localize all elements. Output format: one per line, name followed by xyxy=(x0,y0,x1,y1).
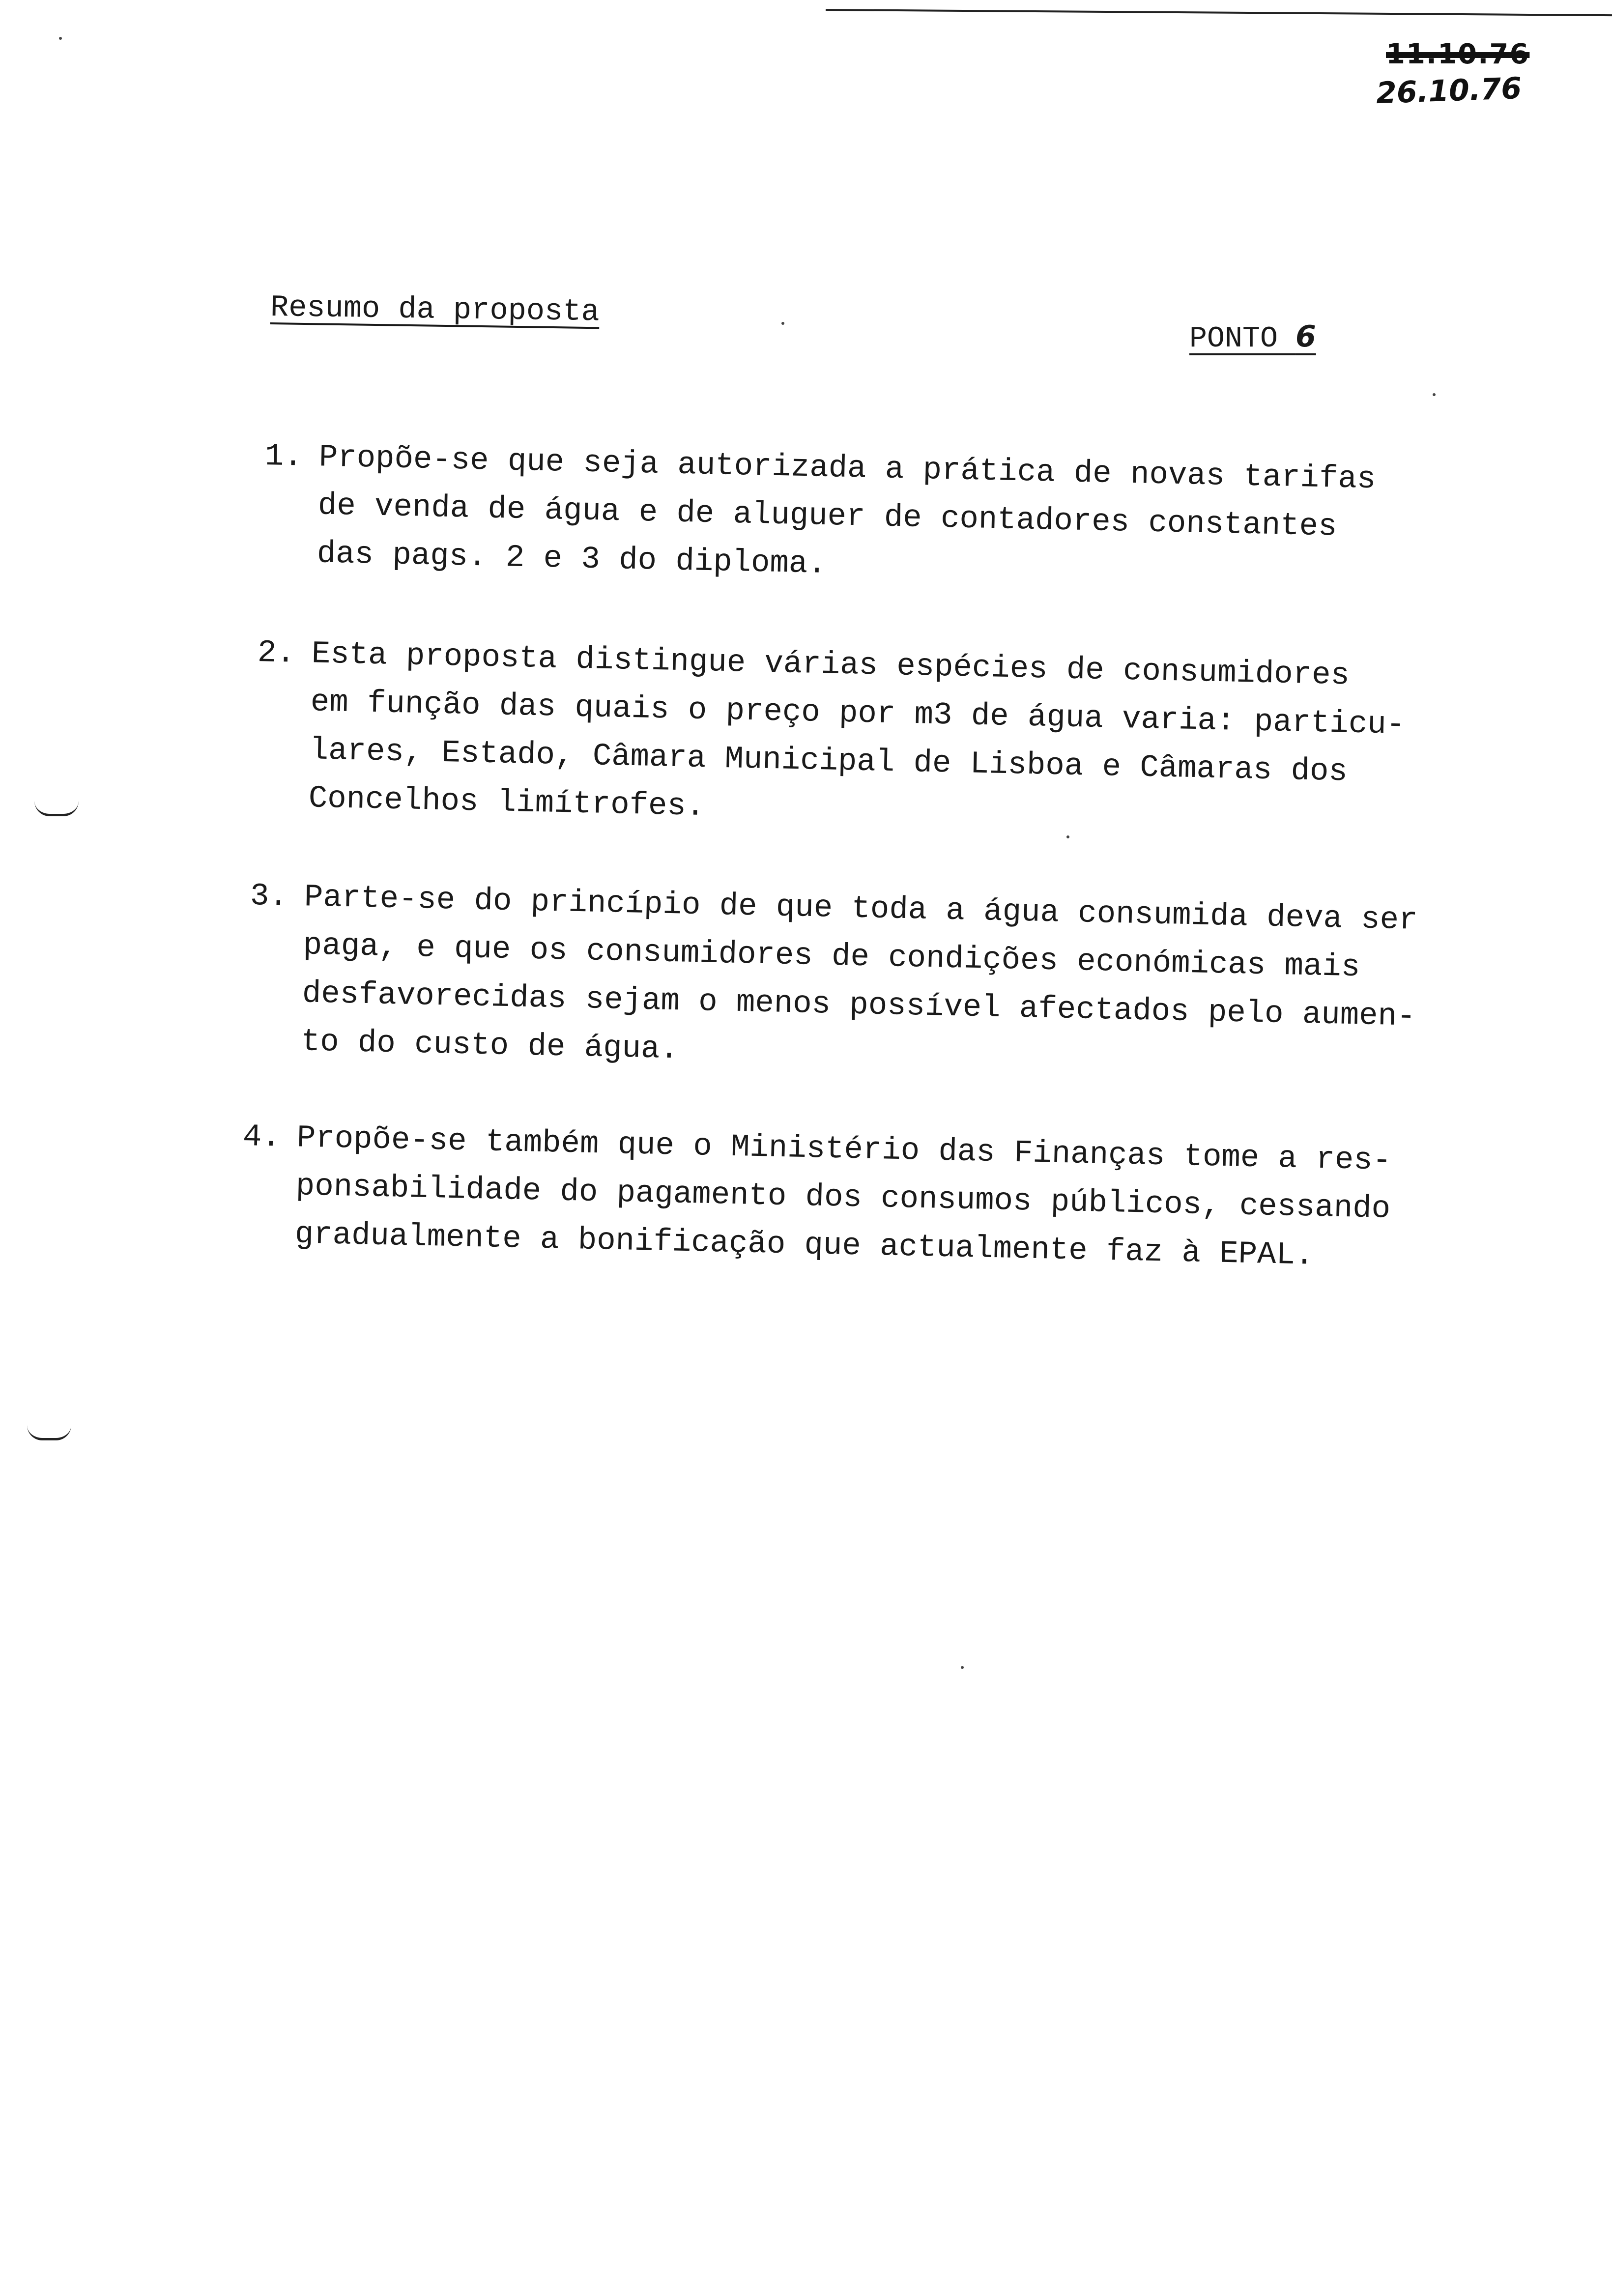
item-line: ponsabilidade do pagamento dos consumos públicos, cessando xyxy=(295,1169,1391,1227)
list-item xyxy=(262,432,1376,600)
item-line: to do custo de água. xyxy=(301,1024,679,1068)
item-number: 1. xyxy=(264,438,303,475)
item-line: Esta proposta distingue várias espécies de consumidores xyxy=(311,636,1350,694)
item-number: 3. xyxy=(250,878,288,915)
scan-speck xyxy=(961,1666,964,1669)
item-line: Propõe-se também que o Ministério das Finanças tome a res- xyxy=(296,1120,1392,1179)
scan-speck xyxy=(1066,835,1069,838)
item-line: Propõe-se que seja autorizada a prática de novas tarifas xyxy=(318,440,1376,498)
list-item xyxy=(247,872,1418,1090)
handwritten-date-annotation xyxy=(1375,34,1530,111)
item-line: gradualmente a bonificação que actualmente faz à EPAL. xyxy=(294,1217,1315,1274)
top-edge-rule xyxy=(826,9,1612,16)
scan-speck xyxy=(59,37,62,40)
ponto-label xyxy=(1189,319,1316,356)
punch-hole-mark xyxy=(34,801,79,816)
scan-speck xyxy=(781,322,784,325)
punch-hole-mark xyxy=(27,1425,71,1440)
list-item xyxy=(254,629,1407,846)
struck-date: 11.10.76 xyxy=(1386,38,1530,70)
item-line: das pags. 2 e 3 do diploma. xyxy=(317,536,827,582)
item-line: Parte-se do princípio de que toda a água consumida deva ser xyxy=(304,880,1418,939)
scan-speck xyxy=(1433,393,1436,396)
page-title: Resumo da proposta xyxy=(270,290,600,330)
item-line: lares, Estado, Câmara Municipal de Lisboa e Câmaras dos xyxy=(309,733,1348,790)
item-number: 2. xyxy=(257,635,296,672)
item-number: 4. xyxy=(242,1119,281,1156)
item-line: paga, e que os consumidores de condições económicas mais xyxy=(303,928,1360,986)
list-item xyxy=(240,1113,1392,1282)
corrected-date: 26.10.76 xyxy=(1375,71,1523,111)
ponto-number: 6 xyxy=(1295,319,1316,354)
item-line: Concelhos limítrofes. xyxy=(308,781,705,825)
item-line: em função das quais o preço por m3 de água varia: particu- xyxy=(310,685,1406,743)
item-line: desfavorecidas sejam o menos possível afectados pelo aumen- xyxy=(302,976,1416,1035)
ponto-text: PONTO xyxy=(1189,322,1278,356)
item-line: de venda de água e de aluguer de contadores constantes xyxy=(317,488,1338,545)
